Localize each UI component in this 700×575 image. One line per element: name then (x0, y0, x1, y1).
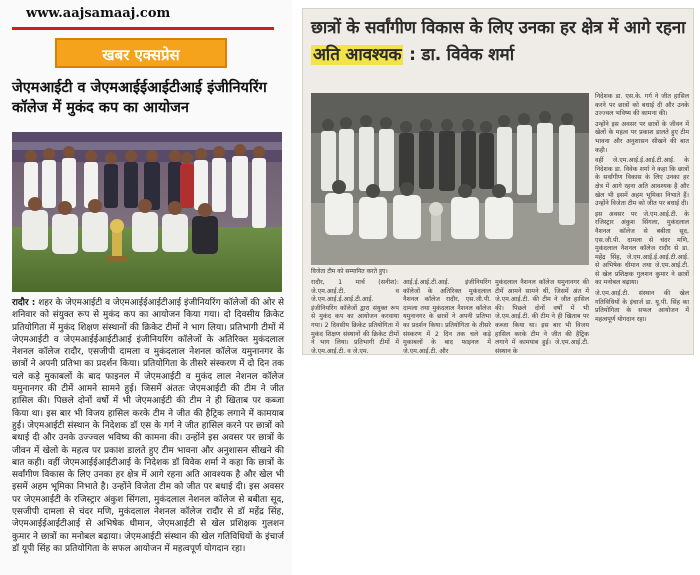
column-4 (595, 93, 689, 326)
team-photo-bw-image (311, 93, 589, 265)
site-url: www.aajsamaaj.com (26, 6, 171, 21)
left-clipping (0, 0, 292, 575)
article-text: शहर के जेएमआईटी व जेएमआईईआईटीआई इंजीनियरिंग कॉलेजों की ओर से शनिवार को संयुक्त रूप से मुकंद कप का आयोजन किया गया। दो दिवसीय क्रिकेट प्रतियोगिता में मुकंद शिक्षण संस्थानों की क्रिकेट टीमों ने भाग लिया। प्रतिभागी टीमों में जेएमआईटी व जेएमआईईआईटीआई इंजीनियरिंग कॉलेजों के अतिरिक्त मुकंदलाल नेशनल कॉलेज रादौर, एसजीपी दामला व मुकंदलाल नेशनल कॉलेज यमुनानगर के छात्रों ने अपनी प्रतिभा का प्रदर्शन किया। प्रतियोगिता के तीसरे संस्करण में दो दिन तक चले कड़े मुकाबलों के बाद फाइनल में जेएमआईटी व मुकंद लाल नेशनल कॉलेज यमुनानगर की टीमें आमने सामने हुई। जिसमें अंततः जेएमआईटी की टीम ने जीत हासिल की। पिछले दोनों वर्षो में भी जेएमआईटी की टीम ने ही खिताब पर कब्जा किया था। इस बार भी विजय हासिल करके टीम ने जीत की हैट्रिक लगाने में कामयाब हुई। जेएमआईटी संस्थान के निदेशक डॉ एस के गर्ग ने जीत हासिल करने पर छात्रों को बधाई दी और उनके उज्ज्वल भविष्य की कामना की। उन्होंने इस अवसर पर छात्रों के जीवन में खेलो के महत्व पर प्रकाश डालते हुए टीम भावना और अनुशासन सीखने की बात कही। वहीं जेएमआईईआईटीआई के निदेशक डॉ विवेक शर्मा ने कहा कि छात्रों के सर्वांगीण विकास के लिए उनका हर क्षेत्र में आगे रहना अति आवश्यक है और खेल भी इसमें अहम भूमिका निभाते है। उन्होंने विजेता टीम को जीत पर बधाई दी। इस अवसर पर जेएमआईटी के रजिस्ट्रार अंकुश सिंगला, मुकंदलाल नेशनल कॉलेज से बबीता सूद, एसजीपी दामला से चंदर मणि, मुकंदलाल नेशनल कॉलेज रादौर से डॉ महेंद्र सिंह, जेएमआईईआईटीआई से अभिषेक धीमान, जेएमआईटी से खेल प्रशिक्षक गुलशन कुमार ने छात्रों का मनोबल बढ़ाया। जेएमआईटी संस्थान की खेल गतिविधियों के इंचार्ज डॉ यूपी सिंह का प्रतियोगिता के सफल आयोजन में महत्वपूर्ण योगदान रहा। (12, 298, 284, 554)
right-headline-part2: : डा. विवेक शर्मा (409, 45, 514, 65)
team-photo-image (12, 132, 282, 292)
article-headline: जेएमआईटी व जेएमआईईआईटीआई इंजीनियरिंग कॉलेज में मुकंद कप का आयोजन (12, 80, 267, 116)
right-headline-part1: छात्रों के सर्वांगीण विकास के लिए उनका हर क्षेत्र में आगे रहना (311, 18, 686, 38)
right-headline (311, 15, 687, 69)
column-4-paragraph: वहीं जे.एम.आई.ई.आई.टी.आई. के निदेशक डा. विवेक शर्मा ने कहा कि छात्रों के सर्वांगीण विकास के लिए उनका हर क्षेत्र में आगे रहना अति आवश्यक है और खेल भी इसमें अहम भूमिका निभाते हैं। उन्होंने विजेता टीम को जीत पर बधाई दी। (595, 157, 689, 208)
dateline: रादौर : (12, 298, 36, 308)
column-4-paragraph: जे.एम.आई.टी. संस्थान की खेल गतिविधियों के इंचार्ज डा. यू.पी. सिंह का प्रतियोगिता के सफल आयोजन में महत्वपूर्ण योगदान रहा। (595, 290, 689, 323)
team-photo-bw (311, 93, 589, 265)
photo-caption: विजेता टीम को सम्मानित करते हुए। (311, 268, 388, 275)
right-clipping (302, 8, 694, 355)
right-headline-highlight: अति आवश्यक (313, 45, 402, 65)
column-4-paragraph: निदेशक डा. एस.के. गर्ग ने जीत हासिल करने पर छात्रों को बधाई दी और उनके उज्ज्वल भविष्य की कामना की। (595, 93, 689, 118)
column-3: मुकंदलाल नैशनल कॉलेज यमुनानगर की टीमें आमने सामने थीं, जिसमें अंत में जे.एम.आई.टी. की टीम ने जीत हासिल की। पिछले दोनों वर्षों में भी जे.एम.आई.टी. की टीम ने ही खिताब पर कब्जा किया था। इस बार भी विजय हासिल करके टीम ने जीत की हैट्रिक लगाने में कामयाब हुई। जे.एम.आई.टी. संस्थान के (495, 279, 589, 355)
column-4-paragraph: उन्होंने इस अवसर पर छात्रों के जीवन में खेलों के महत्व पर प्रकाश डालते हुए टीम भावना और अनुशासन सीखने की बात कही। (595, 120, 689, 154)
column-4-paragraph: इस अवसर पर जे.एम.आई.टी. के रजिस्ट्रार अंकुश सिंगला, मुकंदलाल नैशनल कॉलेज से बबीता सूद, एस.जी.पी. दामला से चंदर मणि, मुकंदलाल नैशनल कॉलेज रादौर से डा. महेंद्र सिंह, जे.एम.आई.ई.आई.टी.आई. से अभिषेक धीमान तथा जे.एम.आई.टी. से खेल प्रशिक्षक गुलशन कुमार ने छात्रों का मनोबल बढ़ाया। (595, 210, 689, 287)
column-2: आई.ई.आई.टी.आई. इंजीनियरिंग कॉलेजों के अतिरिक्त मुकंदलाल नैशनल कॉलेज रादौर, एस.जी.पी. दामला तथा मुकंदलाल नैशनल कॉलेज यमुनानगर के छात्रों ने अपनी प्रतिभा का प्रदर्शन किया। प्रतियोगिता के तीसरे संस्करण में 2 दिन तक चले कड़े मुकाबलों के बाद फाइनल में जे.एम.आई.टी. और (403, 279, 491, 355)
team-photo (12, 132, 282, 292)
section-badge: खबर एक्सप्रेस (55, 38, 227, 68)
column-1: रादौर, 1 मार्च (सनीश): जे.एम.आई.टी. व जे.एम.आई.ई.आई.टी.आई. इंजीनियरिंग कॉलेजों द्वारा संयुक्त रूप से मुकंद कप का आयोजन करवाया गया। 2 दिवसीय क्रिकेट प्रतियोगिता में मुकंद शिक्षण संस्थानों की क्रिकेट टीमों ने भाग लिया। प्रतिभागी टीमों में जे.एम.आई.टी. व जे.एम. (311, 279, 399, 355)
red-rule (12, 27, 274, 30)
article-body (12, 297, 284, 555)
